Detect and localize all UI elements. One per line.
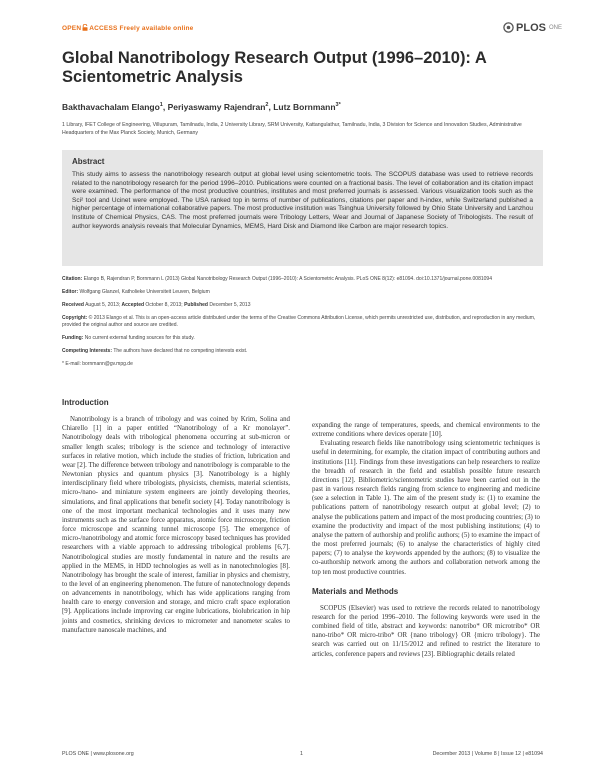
editor-line bbox=[62, 289, 543, 296]
abstract-heading: Abstract bbox=[72, 157, 105, 166]
plos-globe-icon bbox=[503, 22, 514, 33]
open-lock-icon bbox=[82, 24, 88, 31]
citation-label: Citation: bbox=[62, 276, 83, 282]
funding-text: No current external funding sources for this study. bbox=[84, 335, 195, 341]
copyright-label: Copyright: bbox=[62, 315, 88, 321]
accepted-date: October 8, 2013; bbox=[145, 302, 183, 308]
funding-label: Funding: bbox=[62, 335, 84, 341]
methods-heading: Materials and Methods bbox=[312, 586, 399, 596]
competing-line bbox=[62, 348, 543, 355]
author-affil-mark: 2 bbox=[265, 102, 269, 109]
published-date: December 5, 2013 bbox=[209, 302, 251, 308]
page-number: 1 bbox=[300, 751, 303, 757]
introduction-heading: Introduction bbox=[62, 398, 109, 407]
column-right bbox=[312, 421, 540, 659]
footer-issue: December 2013 | Volume 8 | Issue 12 | e81094 bbox=[432, 751, 543, 757]
article-title: Global Nanotribology Research Output (1996–2010): A Scientometric Analysis bbox=[62, 49, 487, 86]
received-label: Received bbox=[62, 302, 84, 308]
dates-line bbox=[62, 302, 543, 309]
plos-logo[interactable] bbox=[503, 22, 562, 34]
article-metadata bbox=[62, 276, 543, 374]
editor-label: Editor: bbox=[62, 289, 79, 295]
logo-text: PLOS bbox=[516, 22, 546, 34]
affiliations: 1 Library, IFET College of Engineering, Villupuram, Tamilnadu, India, 2 University Library, SRM University, Kattangulathur, Tamilnadu, India, 3 Division for Science and Innovation Studies, Administrative Headquarters of the Max Planck Society, Munich, Germany bbox=[62, 122, 522, 136]
editor-text: Wolfgang Glanzel, Katholieke Universiteit Leuven, Belgium bbox=[79, 289, 210, 295]
author-list: Bakthavachalam Elango$^1$, Periyaswamy Rajendran$^2$, Lutz Bornmann$^{3*}$ bbox=[62, 102, 341, 112]
funding-line bbox=[62, 335, 543, 342]
author-affil-mark: 1 bbox=[159, 102, 163, 109]
footer-journal[interactable]: PLOS ONE | www.plosone.org bbox=[62, 751, 134, 757]
competing-label: Competing Interests: bbox=[62, 348, 113, 354]
competing-text: The authors have declared that no competing interests exist. bbox=[113, 348, 248, 354]
free-online-text: ACCESS Freely available online bbox=[89, 25, 194, 32]
abstract-box bbox=[62, 150, 543, 266]
author-name[interactable]: Periyaswamy Rajendran bbox=[167, 102, 266, 112]
open-access-banner bbox=[62, 24, 194, 32]
citation-line bbox=[62, 276, 543, 283]
accepted-label: Accepted bbox=[121, 302, 145, 308]
author-name[interactable]: Lutz Bornmann bbox=[273, 102, 336, 112]
author-name[interactable]: Bakthavachalam Elango bbox=[62, 102, 160, 112]
abstract-text: This study aims to assess the nanotribology research output at global level using scientometric tools. The SCOPUS database was used to retrieve records related to the nanotribology research for the period 1996–2010. Publications were counted on a fractional basis. The level of collaboration and its citation impact were examined. The performance of the most productive countries, institutes and most preferred journals is assessed. Various visualization tools such as the Sci² tool and Ucinet were employed. The USA ranked top in terms of number of publications, citations per paper and h-index, while Switzerland published a higher percentage of international collaborative papers. The most productive institution was Tsinghua University followed by Ohio State University and Lanzhou Institute of Chemical Physics, CAS. The most preferred journals were Tribology Letters, Wear and Journal of Japanese Society of Tribologists. The result of author keywords analysis reveals that Molecular Dynamics, MEMS, Hard Disk and Diamond like Carbon are major research topics. bbox=[72, 171, 533, 230]
published-label: Published bbox=[184, 302, 208, 308]
email-line[interactable]: * E-mail: bornmann@gv.mpg.de bbox=[62, 361, 133, 367]
intro-paragraph: Nanotribology is a branch of tribology and was coined by Krim, Solina and Chiarello [1] in a paper entitled “Nanotribology of a Kr monolayer”. Nanotribology deals with tribological phenomena occurring at sub-micron or smaller length scales; tribology is the science and technology of interactive surfaces in relative motion, which include the studies of friction, lubrication and wear [2]. The difference between tribology and nanotribology is comparable to the Newtonian physics and quantum physics [3]. Nanotribology is a highly interdisciplinary field where tribologists, physicists, chemists, material scientists, micro-/nano- and miniature system engineers are jointly developing theories, simulations, and final applications that benefit society [4]. Today nanotribology is one of the most important mechanical technologies and it uses many new instruments such as the surface force apparatus, atomic force microscope, friction force microscope and scanning tunnel microscope [5]. The emergence of micro-/nanotribology and atomic force microscopy based techniques has provided researchers with a viable approach to addressing tribological problems [6,7]. Nanotribological studies are mostly fundamental in nature and the results are applied in the MEMS, in HDD technologies as well as in nanotechnologies [8]. Nanotribology has brought the scale of interest, familiar in physics and chemistry, to the level of an engineering phenomenon. The future of nanotechnology depends on advancements in nanotribology, which has wide applications ranging from health care to energy conversion and storage, and micro craft space exploration [9]. Applications include improving car engine lubrications, biolubrication in hip joints and cosmetics, shrinking devices to micrometer and nanometer scales to manufacture nanoscale machines, and bbox=[62, 416, 290, 634]
author-affil-mark: 3* bbox=[335, 102, 341, 109]
body-paragraph: expanding the range of temperatures, speeds, and chemical environments to the extreme conditions where devices operate [10]. bbox=[312, 422, 540, 439]
copyright-line bbox=[62, 315, 543, 329]
citation-text: Elango B, Rajendran P, Bornmann L (2013) Global Nanotribology Research Output (1996–2010): A Scientometric Analysis. PLoS ONE 8(12): e81094. doi:10.1371/journal.pone.0081094 bbox=[83, 276, 492, 282]
page-header bbox=[62, 22, 570, 36]
methods-paragraph: SCOPUS (Elsevier) was used to retrieve the records related to nanotribology research for the period 1996–2010. The following keywords were used in the combined field of title, abstract and keywords: nanotribo* OR microtribo* OR nano-tribo* OR micro-tribo* OR {nano tribology} OR {micro tribology}. The search was carried out on 11/15/2012 and refined to restrict the literature to articles, conference papers and reviews [23]. Bibliographic details related bbox=[312, 604, 540, 658]
logo-suffix: ONE bbox=[548, 25, 562, 31]
body-paragraph: Evaluating research fields like nanotribology using scientometric techniques is useful in determining, for example, the citation impact of contributing authors and institutions [11]. Findings from these investigations can help researchers to realize the breadth of research in the field and establish possible future research directions [12]. Bibliometric/scientometric studies have been carried out in the past in various research fields ranging from science to engineering and medicine (see a selection in Table 1). The aim of the present study is: (1) to examine the publications pattern of nanotribology research output at global level; (2) to analyse the publications pattern and impact of the most producing countries; (3) to examine the productivity and impact of the most publishing institutions; (4) to analyse the pattern of authorship and prolific authors; (5) to examine the impact of the most preferred journals; (6) to analyse the characteristics of highly cited papers; (7) to analyse the keywords appended by the authors; (8) to visualize the co-authorship network among the authors and collaboration network among the top ten most productive countries. bbox=[312, 440, 540, 576]
copyright-text: © 2013 Elango et al. This is an open-access article distributed under the terms of the Creative Commons Attribution License, which permits unrestricted use, distribution, and reproduction in any medium, provided the original author and source are credited. bbox=[62, 315, 536, 328]
column-left bbox=[62, 398, 290, 635]
received-date: August 5, 2013; bbox=[85, 302, 121, 308]
open-access-text: OPEN bbox=[62, 25, 82, 32]
